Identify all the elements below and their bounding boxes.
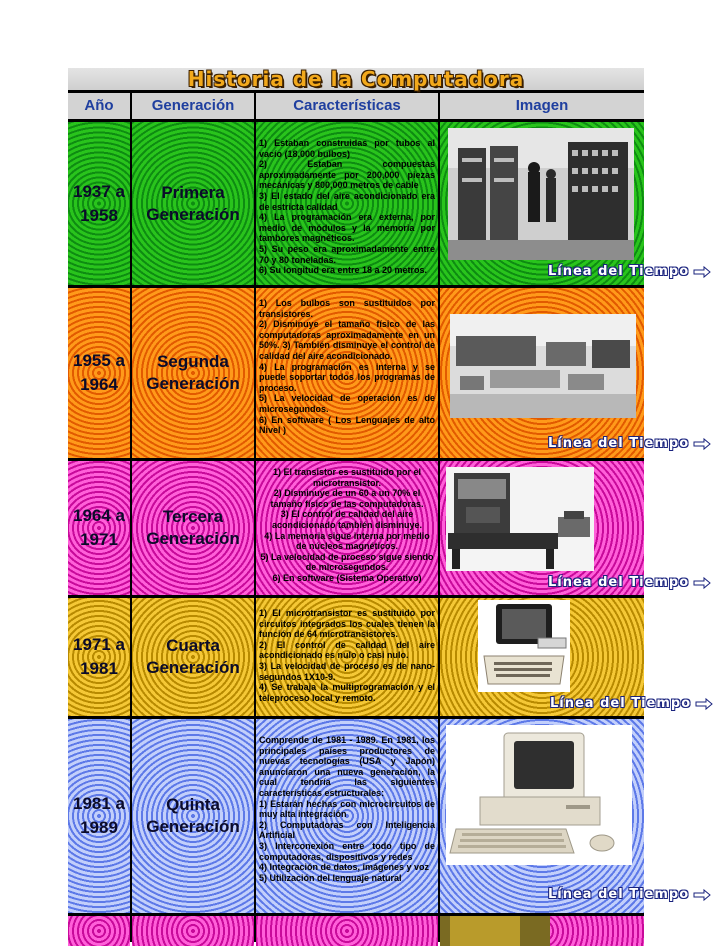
feature-item: 3) La velocidad de proceso es de nano-segundos 1X10-9. <box>259 660 435 682</box>
year-start: 1955 a <box>73 351 125 370</box>
feature-item: 1) Estarán hechas con microcircuitos de muy alta integración <box>259 798 435 820</box>
feature-item: 2) Estaban compuestas aproximadamente por 200,000 piezas mecánicas y 800,000 metros de cable <box>259 159 435 191</box>
row-3-image-cell <box>440 461 690 595</box>
row-4-generation <box>132 598 254 716</box>
macintosh-computer-photo <box>446 725 632 865</box>
feature-item: 1) Los bulbos son sustituidos por transistores. <box>259 298 435 319</box>
feature-item: 1) El transistor es sustituido por el microtransistor. <box>272 467 422 488</box>
row-6-features <box>256 916 438 946</box>
generation-name: Segunda <box>157 352 229 371</box>
row-5-features <box>256 719 438 913</box>
arrow-right-icon <box>693 267 711 277</box>
timeline-link[interactable] <box>548 887 711 902</box>
row-3-features <box>256 461 438 595</box>
row-5-image-cell <box>440 719 690 913</box>
timeline-table <box>68 67 692 942</box>
year-start: 1971 a <box>73 635 125 654</box>
header-anio: Año <box>68 93 130 119</box>
row-6-image-cell <box>440 916 644 946</box>
feature-item: 5) La velocidad de operación es de microsegundos. <box>259 393 435 414</box>
year-end: 1981 <box>80 659 118 678</box>
generation-name: Cuarta <box>166 636 220 655</box>
feature-item: 4) La programación era externa, por medio de módulos y la memoria por tambores magnéticos. <box>259 212 435 244</box>
row-1-image-cell <box>440 122 690 285</box>
header-imagen: Imagen <box>440 93 644 119</box>
feature-item: 5) La velocidad de proceso sigue siendo de microsegundos. <box>260 551 434 573</box>
eniac-computer-photo <box>448 128 634 260</box>
timeline-label: Línea del Tiempo <box>550 696 692 711</box>
row-4-year <box>68 598 130 716</box>
timeline-link[interactable] <box>548 264 711 279</box>
timeline-label: Línea del Tiempo <box>548 264 690 279</box>
feature-item: 3) Interconexión entre todo tipo de computadoras, dispositivos y redes <box>259 840 435 862</box>
year-start: 1937 a <box>73 181 125 201</box>
year-end: 1964 <box>80 375 118 394</box>
year-start: 1981 a <box>73 794 125 813</box>
arrow-right-icon <box>693 439 711 449</box>
generation-label: Generación <box>146 374 240 393</box>
row-6-generation <box>132 916 254 946</box>
generation-label: Generación <box>146 204 240 224</box>
feature-item: Comprende de 1981 - 1989. En 1981, los principales países productores de nuevas tecnologías (USA y Japón) anunciaron una nueva generación, la cual tendría las siguientes características estructurales: <box>259 735 435 798</box>
feature-item: 6) En software ( Los Lenguajes de alto Nivel ) <box>259 414 435 436</box>
page-title: Historia de la Computadora <box>187 67 525 91</box>
timeline-label: Línea del Tiempo <box>548 575 690 590</box>
header-caracteristicas: Características <box>256 93 438 119</box>
feature-item: 4) La programación es interna y se puede soportar todos los programas de proceso. <box>259 361 435 393</box>
generation-label: Generación <box>146 658 240 677</box>
row-3-year <box>68 461 130 595</box>
feature-item: 6) Su longitud era entre 18 a 20 metros. <box>259 265 428 276</box>
feature-item: 2) Disminuye de un 60 a un 70% el tamaño físico de las computadoras. <box>270 488 424 509</box>
feature-item: 5) Utilización del lenguaje natural <box>259 872 402 883</box>
row-5-generation <box>132 719 254 913</box>
feature-item: 4) La memoria sigue interna por medio de núcleos magnéticos. <box>264 530 430 552</box>
year-end: 1971 <box>80 530 118 549</box>
row-3-generation <box>132 461 254 595</box>
timeline-label: Línea del Tiempo <box>548 436 690 451</box>
row-5-year <box>68 719 130 913</box>
row-2-generation <box>132 288 254 458</box>
header-generacion: Generación <box>132 93 254 119</box>
timeline-label: Línea del Tiempo <box>548 887 690 902</box>
year-end: 1989 <box>80 818 118 837</box>
feature-item: 2) Disminuye el tamaño físico de las computadoras aproximadamente en un 50%. 3) También disminuye el control de calidad del aire acondicionado. <box>259 319 435 361</box>
row-2-image-cell <box>440 288 690 458</box>
feature-item: 6) En software (Sistema Operativo) <box>272 572 422 583</box>
timeline-link[interactable] <box>550 696 713 711</box>
row-1-generation <box>132 122 254 285</box>
feature-item: 2) El control de calidad del aire acondicionado es nulo o casi nulo. <box>259 639 435 661</box>
row-1-year <box>68 122 130 285</box>
row-2-year <box>68 288 130 458</box>
generation-name: Quinta <box>166 795 220 814</box>
year-start: 1964 a <box>73 506 125 525</box>
feature-item: 1) El microtransistor es sustituido por circuitos integrados los cuales tienen la función de 64 microtransistores. <box>259 608 435 640</box>
feature-item: 1) Estaban construidas por tubos al vacío (18,000 bulbos) <box>259 138 435 159</box>
row-2-features <box>256 288 438 458</box>
year-end: 1958 <box>80 205 118 225</box>
generation-name: Tercera <box>162 507 224 526</box>
feature-item: 4) Se trabaja la multiprogramación y el teleproceso local y remoto. <box>259 682 435 703</box>
row-1-features <box>256 122 438 285</box>
arrow-right-icon <box>693 578 711 588</box>
feature-item: 5) Su peso era aproximadamente entre 70 y 80 toneladas. <box>259 243 435 265</box>
feature-item: 3) El control de calidad del aire acondicionado también disminuye. <box>271 509 423 530</box>
apple-ii-photo <box>478 600 570 692</box>
timeline-link[interactable] <box>548 436 711 451</box>
feature-item: 2) Computadoras con Inteligencia Artificial <box>259 819 435 841</box>
table-title <box>68 68 644 90</box>
arrow-right-icon <box>693 890 711 900</box>
row-4-image-cell <box>440 598 692 716</box>
generation-label: Generación <box>146 817 240 836</box>
feature-item: 3) El estado del aire acondicionado era de estricta calidad <box>259 190 435 212</box>
next-generation-photo <box>440 916 550 946</box>
timeline-link[interactable] <box>548 575 711 590</box>
generation-name: Primera <box>161 182 225 202</box>
row-4-features <box>256 598 438 716</box>
ibm-system-photo <box>446 467 594 571</box>
mainframe-room-photo <box>450 314 636 418</box>
arrow-right-icon <box>695 699 713 709</box>
feature-item: 4) Integración de datos, imágenes y voz <box>259 862 430 873</box>
row-6-year <box>68 916 130 946</box>
generation-label: Generación <box>146 529 240 548</box>
